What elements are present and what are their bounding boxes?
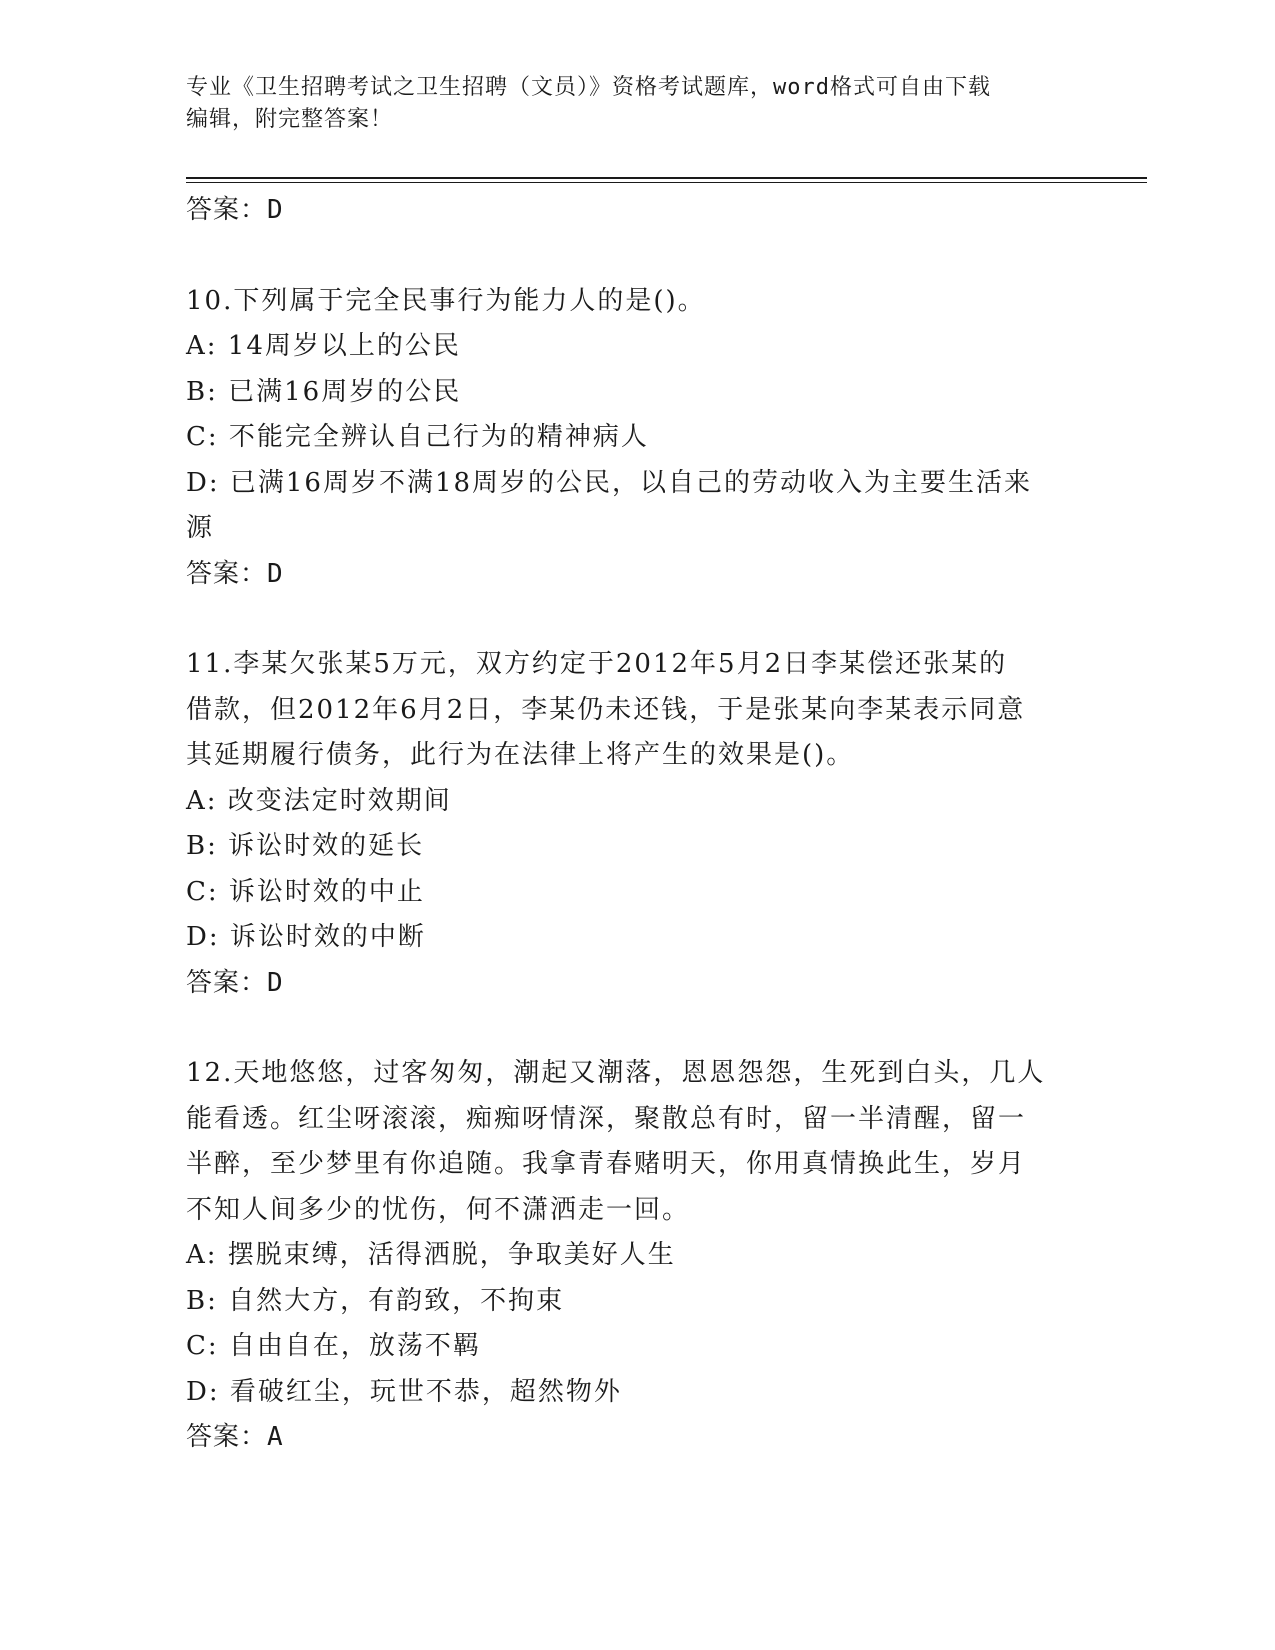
header-line-2: 编辑，附完整答案！ bbox=[186, 107, 394, 132]
spacer bbox=[186, 1006, 1066, 1051]
previous-answer: 答案：D bbox=[186, 195, 284, 225]
option-d: D: 诉讼时效的中断 bbox=[186, 922, 426, 952]
spacer bbox=[186, 597, 1066, 642]
question-11 bbox=[186, 642, 1066, 1006]
question-stem: 半醉，至少梦里有你追随。我拿青春赌明天，你用真情换此生，岁月 bbox=[186, 1149, 1027, 1179]
question-stem: 11.李某欠张某5万元，双方约定于2012年5月2日李某偿还张某的 bbox=[186, 649, 1008, 679]
question-stem: 能看透。红尘呀滚滚，痴痴呀情深，聚散总有时，留一半清醒，留一 bbox=[186, 1103, 1027, 1134]
question-stem: 借款，但2012年6月2日，李某仍未还钱，于是张某向李某表示同意 bbox=[186, 694, 1026, 725]
option-d: D: 看破红尘，玩世不恭，超然物外 bbox=[186, 1376, 622, 1407]
question-stem: 其延期履行债务，此行为在法律上将产生的效果是()。 bbox=[186, 740, 855, 770]
option-b: B: 诉讼时效的延长 bbox=[186, 831, 425, 861]
question-list bbox=[186, 188, 1066, 1461]
document-header bbox=[186, 72, 1066, 136]
answer: 答案：D bbox=[186, 967, 284, 998]
option-c: C: 自由自在，放荡不羁 bbox=[186, 1331, 481, 1361]
option-d-continued: 源 bbox=[186, 513, 215, 543]
header-divider bbox=[186, 177, 1147, 179]
option-d: D: 已满16周岁不满18周岁的公民，以自己的劳动收入为主要生活来 bbox=[186, 467, 1033, 498]
question-12 bbox=[186, 1051, 1066, 1461]
question-stem: 10.下列属于完全民事行为能力人的是()。 bbox=[186, 285, 706, 316]
option-b: B: 自然大方，有韵致，不拘束 bbox=[186, 1285, 565, 1316]
option-b: B: 已满16周岁的公民 bbox=[186, 376, 462, 407]
header-divider-thin bbox=[186, 182, 1147, 183]
question-stem: 不知人间多少的忧伤，何不潇洒走一回。 bbox=[186, 1194, 691, 1225]
option-a: A: 改变法定时效期间 bbox=[186, 785, 452, 816]
question-10 bbox=[186, 279, 1066, 598]
option-c: C: 诉讼时效的中止 bbox=[186, 876, 425, 907]
question-stem: 12.天地悠悠，过客匆匆，潮起又潮落，恩恩怨怨，生死到白头，几人 bbox=[186, 1058, 1046, 1088]
option-a: A: 14周岁以上的公民 bbox=[186, 331, 461, 361]
option-c: C: 不能完全辨认自己行为的精神病人 bbox=[186, 422, 649, 452]
header-line-1: 专业《卫生招聘考试之卫生招聘（文员）》资格考试题库，word格式可自由下载 bbox=[186, 75, 991, 100]
answer: 答案：D bbox=[186, 558, 284, 589]
option-a: A: 摆脱束缚，活得洒脱，争取美好人生 bbox=[186, 1240, 676, 1270]
answer: 答案：A bbox=[186, 1422, 284, 1452]
spacer bbox=[186, 234, 1066, 279]
